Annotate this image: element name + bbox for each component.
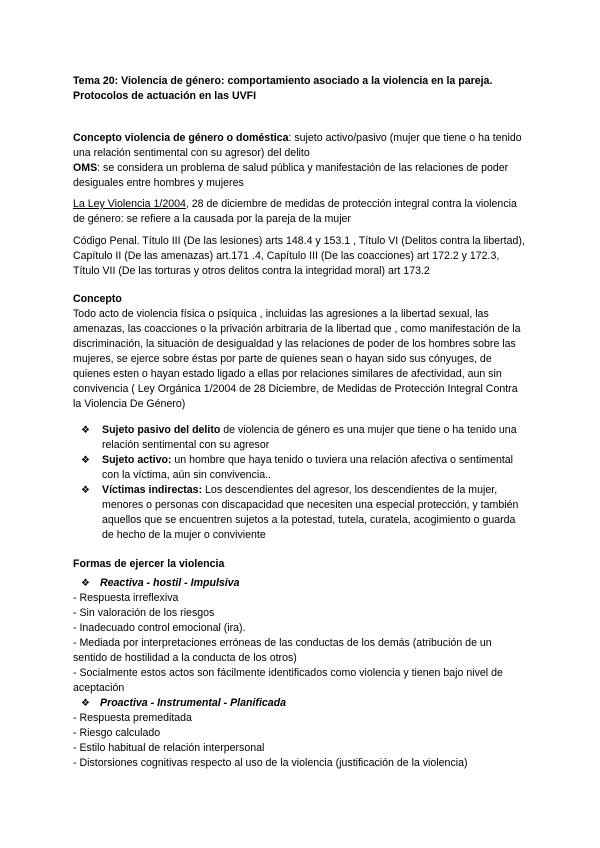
reactiva-heading-row xyxy=(73,576,528,591)
list-item: - Respuesta irreflexiva xyxy=(73,592,179,604)
list-item: - Sin valoración de los riesgos xyxy=(73,607,215,619)
list-item: - Socialmente estos actos son fácilmente identificados como violencia y tienen bajo nivel de aceptación xyxy=(73,667,503,694)
diamond-bullet-icon: ❖ xyxy=(81,425,90,436)
concept-text: : sujeto activo/pasivo (mujer que tiene o ha tenido una relación sentimental con su agresor) del delito xyxy=(73,132,522,159)
oms-label: OMS xyxy=(73,162,98,174)
bullet-label: Sujeto pasivo del delito xyxy=(102,424,221,436)
bullet-label: Sujeto activo: xyxy=(102,454,172,466)
list-item xyxy=(81,483,526,543)
formas-heading: Formas de ejercer la violencia xyxy=(73,558,225,570)
list-item: - Respuesta premeditada xyxy=(73,712,192,724)
law-text: , 28 de diciembre de medidas de protección integral contra la violencia de género: se refiere a la causada por la pareja de la mujer xyxy=(73,198,517,225)
list-item xyxy=(81,423,526,453)
bullet-text: de violencia de género es una mujer que tiene o ha tenido una relación sentimental con su agresor xyxy=(102,424,517,451)
codigo-penal-paragraph: Código Penal. Título III (De las lesiones) arts 148.4 y 153.1 , Título VI (Delitos contra la libertad), Capítulo II (De las amenazas) art.171 .4, Capítulo III (De las coacciones) art 172.2 y 172.3, Título VII (De las torturas y otros delitos contra la integridad moral) art 173.2 xyxy=(73,235,525,277)
diamond-bullet-icon: ❖ xyxy=(81,698,90,709)
list-item: - Distorsiones cognitivas respecto al uso de la violencia (justificación de la violencia) xyxy=(73,757,468,769)
proactiva-heading: Proactiva - Instrumental - Planificada xyxy=(100,697,287,709)
concepto-section xyxy=(73,292,528,412)
concept-section xyxy=(73,131,528,191)
document-title xyxy=(73,74,533,104)
list-item: - Estilo habitual de relación interpersonal xyxy=(73,742,265,754)
concepto-heading: Concepto xyxy=(73,293,122,305)
law-paragraph xyxy=(73,197,528,227)
bullet-text: un hombre que haya tenido o tuviera una relación afectiva o sentimental con la víctima, aún sin convivencia.. xyxy=(102,454,514,481)
title-line-1: Tema 20: Violencia de género: comportamiento asociado a la violencia en la pareja. xyxy=(73,75,493,87)
reactiva-heading: Reactiva - hostil - Impulsiva xyxy=(100,577,240,589)
diamond-bullet-icon: ❖ xyxy=(81,455,90,466)
formas-section xyxy=(73,557,528,771)
list-item xyxy=(81,453,526,483)
list-item: - Riesgo calculado xyxy=(73,727,161,739)
diamond-bullet-icon: ❖ xyxy=(81,485,90,496)
oms-paragraph xyxy=(73,161,528,191)
concept-paragraph xyxy=(73,131,528,161)
bullet-text: Los descendientes del agresor, los descendientes de la mujer, menores o personas con discapacidad que necesiten una especial protección, y también aquellos que se encuentren sujetos a la potestad, tutela, curatela, acogimiento o guarda de hecho de la mujer o conviviente xyxy=(102,484,519,541)
bullet-label: Víctimas indirectas: xyxy=(102,484,203,496)
oms-text: : se considera un problema de salud pública y manifestación de las relaciones de poder desiguales entre hombres y mujeres xyxy=(73,162,509,189)
codigo-penal-section xyxy=(73,234,528,279)
subjects-list xyxy=(81,423,526,543)
list-item: - Inadecuado control emocional (ira). xyxy=(73,622,246,634)
diamond-bullet-icon: ❖ xyxy=(81,578,90,589)
proactiva-heading-row xyxy=(73,696,528,711)
law-section xyxy=(73,197,528,227)
concepto-text: Todo acto de violencia física o psíquica , incluidas las agresiones a la libertad sexual, las amenazas, las coacciones o la privación arbitraria de la libertad que , como manifestación de la discriminación, la situación de desigualdad y las relaciones de poder de los hombres sobre las mujeres, se ejerce sobre éstas por parte de quienes sean o hayan sido sus cónyuges, de quienes esten o hayan estado ligado a ellas por relaciones similares de afectividad, aun sin convivencia ( Ley Orgánica 1/2004 de 28 Diciembre, de Medidas de Protección Integral Contra la Violencia De Género) xyxy=(73,308,521,410)
title-line-2: Protocolos de actuación en las UVFI xyxy=(73,90,257,102)
law-link[interactable]: La Ley Violencia 1/2004 xyxy=(73,198,186,210)
list-item: - Mediada por interpretaciones erróneas de las conductas de los demás (atribución de un sentido de hostilidad a la conducta de los otros) xyxy=(73,637,492,664)
concept-label: Concepto violencia de género o doméstica xyxy=(73,132,289,144)
